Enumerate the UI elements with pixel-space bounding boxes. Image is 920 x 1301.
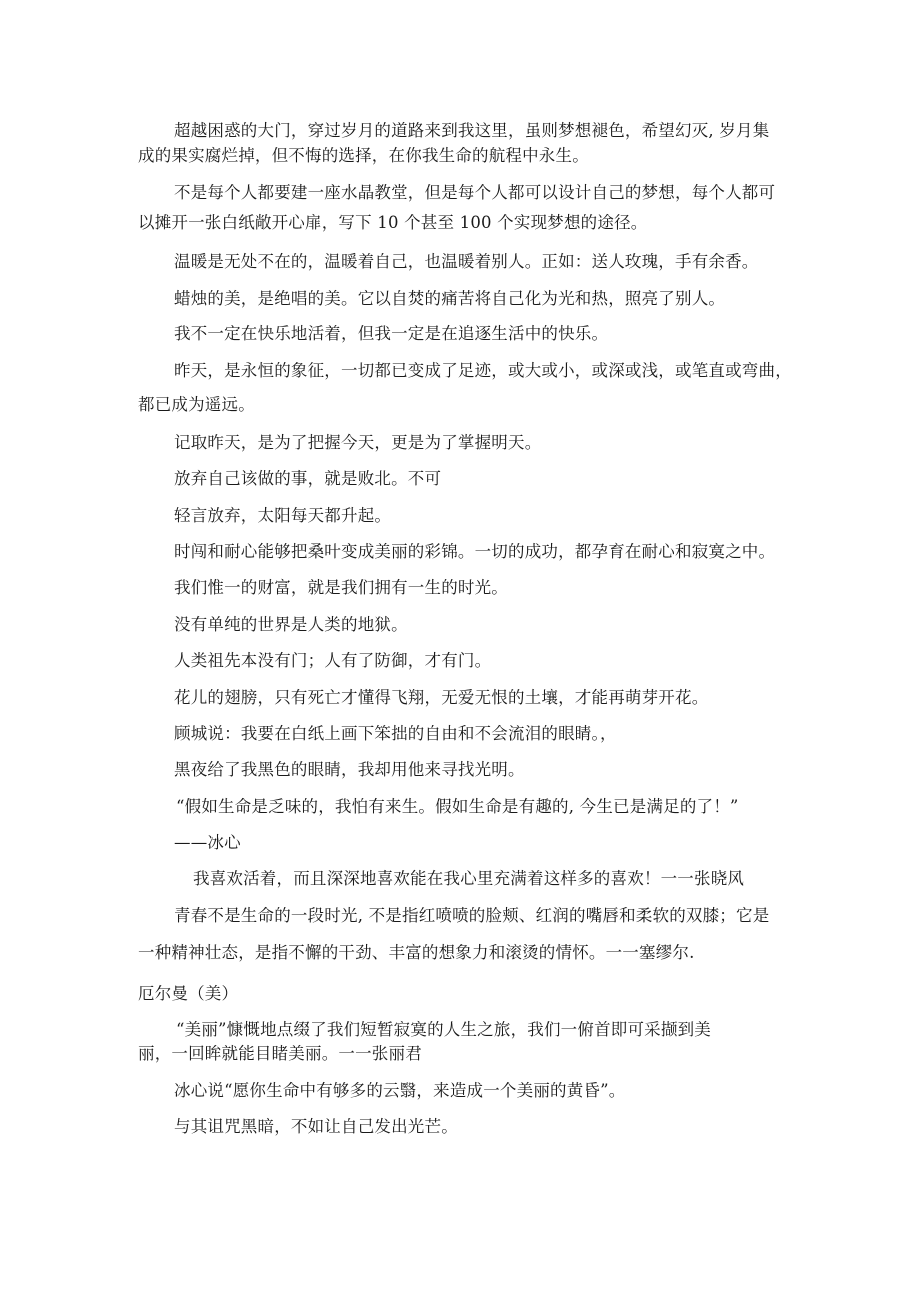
text-line: 成的果实腐烂掉，但不悔的选择，在你我生命的航程中永生。 bbox=[138, 146, 589, 165]
text-line: 不是每个人都要建一座水晶教堂，但是每个人都可以设计自己的梦想，每个人都可 bbox=[174, 183, 776, 202]
text-line: 花儿的翅膀，只有死亡才懂得飞翔，无爱无恨的土壤，才能再萌芽开花。 bbox=[174, 688, 709, 707]
text-line: 以摊开一张白纸敞开心扉，写下 10 个甚至 100 个实现梦想的途径。 bbox=[138, 213, 648, 232]
text-line: 我喜欢活着，而且深深地喜欢能在我心里充满着这样多的喜欢！一一张晓风 bbox=[193, 869, 745, 888]
text-line: 我不一定在快乐地活着，但我一定是在追逐生活中的快乐。 bbox=[174, 324, 609, 343]
text-line: 一种精神壮态，是指不懈的干劲、丰富的想象力和滚烫的情怀。一一塞缪尔. bbox=[138, 943, 695, 962]
text-line: 黑夜给了我黑色的眼睛，我却用他来寻找光明。 bbox=[174, 760, 525, 779]
text-line: 轻言放弃，太阳每天都升起。 bbox=[174, 506, 392, 525]
text-line: 昨天，是永恒的象征，一切都已变成了足迹，或大或小，或深或浅，或笔直或弯曲， bbox=[174, 361, 792, 380]
text-line: 时闯和耐心能够把桑叶变成美丽的彩锦。一切的成功，都孕育在耐心和寂寞之中。 bbox=[174, 542, 776, 561]
text-line: 与其诅咒黑暗，不如让自己发出光芒。 bbox=[174, 1117, 458, 1136]
text-line: 丽，一回眸就能目睹美丽。一一张丽君 bbox=[138, 1044, 422, 1063]
text-line: 冰心说“愿你生命中有够多的云翳，来造成一个美丽的黄昏”。 bbox=[174, 1081, 626, 1100]
text-line: 我们惟一的财富，就是我们拥有一生的时光。 bbox=[174, 578, 508, 597]
text-line: 超越困惑的大门，穿过岁月的道路来到我这里，虽则梦想褪色，希望幻灭, 岁月集 bbox=[174, 121, 770, 140]
text-line: 蜡烛的美，是绝唱的美。它以自焚的痛苦将自己化为光和热，照亮了别人。 bbox=[174, 289, 726, 308]
text-line: 厄尔曼（美） bbox=[138, 984, 239, 1003]
attribution-line: ——冰心 bbox=[174, 833, 241, 852]
text-line: 顾城说：我要在白纸上画下笨拙的自由和不会流泪的眼睛。， bbox=[174, 724, 617, 743]
text-line: 没有单纯的世界是人类的地狱。 bbox=[174, 615, 408, 634]
text-line: 放弃自己该做的事，就是败北。不可 bbox=[174, 469, 442, 488]
text-line: “美丽”慷慨地点缀了我们短暂寂寞的人生之旅，我们一俯首即可采撷到美 bbox=[176, 1020, 711, 1039]
text-line: 青春不是生命的一段时光, 不是指红喷喷的脸颊、红润的嘴唇和柔软的双膝；它是 bbox=[174, 906, 770, 925]
quote-line: “假如生命是乏味的，我怕有来生。假如生命是有趣的, 今生已是满足的了！” bbox=[176, 797, 739, 816]
text-line: 人类祖先本没有门；人有了防御，才有门。 bbox=[174, 651, 492, 670]
text-line: 记取昨天，是为了把握今天，更是为了掌握明天。 bbox=[174, 433, 542, 452]
text-line: 都已成为遥远。 bbox=[138, 395, 255, 414]
text-line: 温暖是无处不在的，温暖着自己，也温暖着别人。正如：送人玫瑰，手有余香。 bbox=[174, 252, 759, 271]
